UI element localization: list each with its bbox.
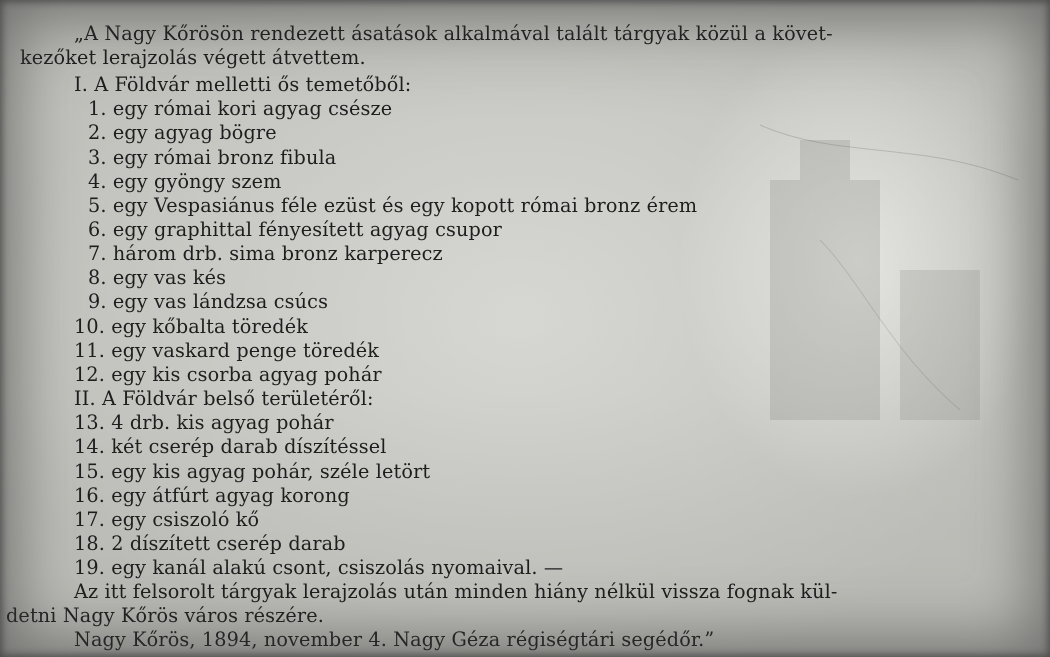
list-item: 11. egy vaskard penge töredék xyxy=(74,339,380,362)
list-item: 7. három drb. sima bronz karperecz xyxy=(88,242,443,265)
list-item: 19. egy kanál alakú csont, csiszolás nyomaival. — xyxy=(74,556,564,579)
section-heading: I. A Földvár melletti ős temetőből: xyxy=(74,73,412,96)
list-item: 2. egy agyag bögre xyxy=(88,121,277,144)
section-heading: II. A Földvár belső területéről: xyxy=(74,387,374,410)
list-item: 17. egy csiszoló kő xyxy=(74,508,260,531)
list-item: 8. egy vas kés xyxy=(88,266,227,289)
text-line: „A Nagy Kőrösön rendezett ásatások alkalmával talált tárgyak közül a követ- xyxy=(74,22,833,45)
list-item: 12. egy kis csorba agyag pohár xyxy=(74,363,382,386)
text-line: kezőket lerajzolás végett átvettem. xyxy=(20,46,366,69)
list-item: 9. egy vas lándzsa csúcs xyxy=(88,290,329,313)
list-item: 13. 4 drb. kis agyag pohár xyxy=(74,411,334,434)
list-item: 1. egy római kori agyag csésze xyxy=(88,97,393,120)
list-item: 16. egy átfúrt agyag korong xyxy=(74,484,350,507)
list-item: 10. egy kőbalta töredék xyxy=(74,315,308,338)
text-line: detni Nagy Kőrös város részére. xyxy=(6,604,325,627)
list-item: 15. egy kis agyag pohár, széle letört xyxy=(74,460,431,483)
list-item: 4. egy gyöngy szem xyxy=(88,170,282,193)
signature-line: Nagy Kőrös, 1894, november 4. Nagy Géza régiségtári segédőr.” xyxy=(74,628,715,651)
list-item: 5. egy Vespasiánus féle ezüst és egy kopott római bronz érem xyxy=(88,194,698,217)
list-item: 14. két cserép darab díszítéssel xyxy=(74,435,387,458)
list-item: 3. egy római bronz fibula xyxy=(88,146,337,169)
list-item: 18. 2 díszített cserép darab xyxy=(74,532,346,555)
text-line: Az itt felsorolt tárgyak lerajzolás után minden hiány nélkül vissza fognak kül- xyxy=(74,580,838,603)
list-item: 6. egy graphittal fényesített agyag csupor xyxy=(88,218,502,241)
